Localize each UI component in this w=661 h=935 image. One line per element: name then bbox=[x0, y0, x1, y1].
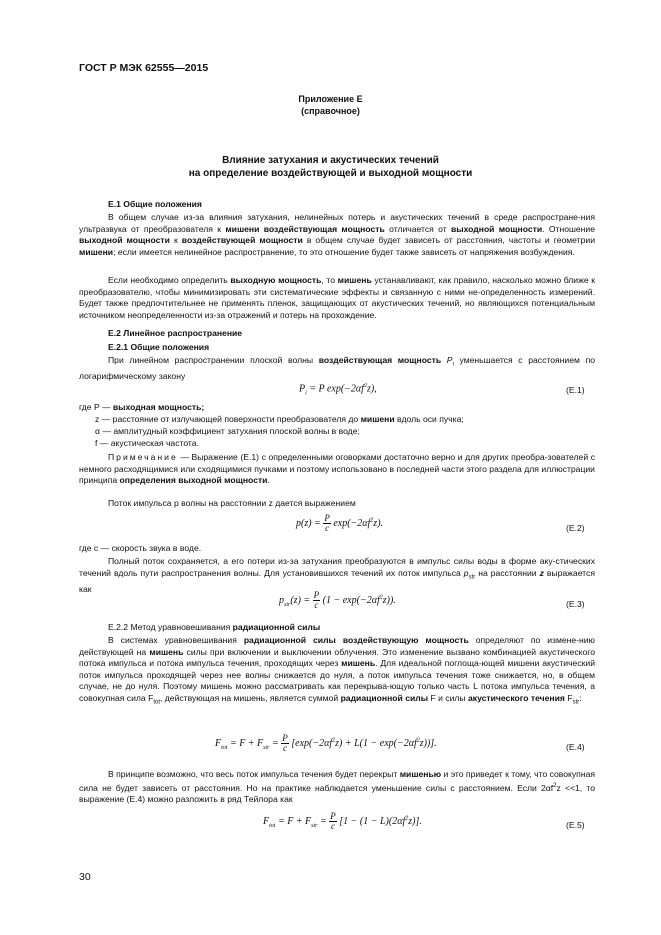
equation-e1-label: (Е.1) bbox=[566, 385, 585, 395]
page-number: 30 bbox=[79, 871, 91, 883]
appendix-title: Приложение Е bbox=[298, 94, 363, 104]
equation-e1: $P_i = P$ $\exp(-2\alpha f^2z)$, bbox=[299, 383, 377, 397]
section-e1-paragraph2: Если необходимо определить выходную мощность, то мишень устанавливают, как правило, насколько можно ближе к преобразователю, чтобы минимизировать эти систематические эффекты и связанную с ними не-определенность измерений. Будет также предпочтительнее не применять пленок, защищающих от акустических течений, но являющихся потенциальным источником неопределенности из-за отражений и потерь на прохождение. bbox=[79, 275, 595, 320]
equation-e5: $F_{tot} = F + F_{str}$ = $\frac{P}{c}$ $[1 - (1 - L)(2\alpha f^2z)]$. bbox=[263, 811, 422, 831]
section-e21-heading: Е.2.1 Общие положения bbox=[108, 342, 210, 352]
principle-paragraph: В принципе возможно, что весь поток импульса течения будет перекрыт мишенью и это приведет к тому, что совокупная сила не будет зависеть от расстояния. Но на практике наблюдается уменьшение силы с расстоянием. Если $2\alpha f^2z <<1$, то выражение (Е.4) можно разложить в ряд Тейлора как bbox=[79, 769, 596, 804]
document-header: ГОСТ Р МЭК 62555—2015 bbox=[79, 62, 209, 74]
balance-paragraph: В системах уравновешивания радиационной силы воздействующую мощность определяют по измене-нию действующей на мишень силы при включении и выключении облучения. Это изменение вызвано комбинацией акустического потока импульса и потока импульса течения, проходящих через мишень. Для идеальной поглоща-ющей мишени акустический поток импульса проходящей через нее волны снижается до нуля, а поток импульса течения тоже снижается, но, в общем случае, не до нуля. Поэтому мишень можно рассматривать как перекрыва-ющую только часть L потока импульса течения, а совокупная сила $F_{tot}$, действующая на мишень, является суммой радиационной силы F и силы акустического течения $F_{str}$: bbox=[79, 635, 596, 706]
equation-e2: p(z) = $\frac{P}{c}$ $\exp(-2\alpha f^2z)$. bbox=[296, 513, 384, 533]
appendix-subtitle: (справочное) bbox=[301, 106, 360, 116]
where-alpha: α — амплитудный коэффициент затухания плоской волны в воде; bbox=[95, 426, 360, 436]
flux-paragraph: Поток импульса p волны на расстоянии z дается выражением bbox=[108, 498, 356, 508]
equation-e4-label: (Е.4) bbox=[566, 742, 585, 752]
section-e22-heading: Е.2.2 Метод уравновешивания радиационной силы bbox=[108, 622, 321, 632]
section-e1-heading: Е.1 Общие положения bbox=[108, 199, 202, 209]
section-e2-heading: Е.2 Линейное распространение bbox=[108, 328, 243, 338]
full-flux-paragraph: Полный поток сохраняется, а его потери из-за затухания преобразуются в импульс силы воды в форме аку-стических течений вдоль пути распространения волны. Для установившихся течений их поток импульса $p_{str}$ на расстоянии z выражается как bbox=[79, 556, 595, 594]
where-z: z — расстояние от излучающей поверхности преобразователя до мишени вдоль оси пучка; bbox=[95, 414, 464, 424]
where-c: где c — скорость звука в воде. bbox=[79, 543, 202, 553]
main-title-line2: на определение воздействующей и выходной мощности bbox=[188, 168, 473, 179]
equation-e4: $F_{tot} = F + F_{str}$ = $\frac{P}{c}$ $[\exp(-2\alpha f^2z) + L(1 - \exp(-2\alpha f^2z))]$. bbox=[215, 733, 437, 753]
where-p: где P — выходная мощность; bbox=[79, 402, 205, 412]
equation-e3: $p_{str}(z)$ = $\frac{P}{c}$ $(1 - \exp(-2\alpha f^2z))$. bbox=[279, 590, 396, 610]
equation-e2-label: (Е.2) bbox=[566, 523, 585, 533]
section-e21-paragraph: При линейном распространении плоской волны воздействующая мощность $P_i$ уменьшается с расстоянием по логарифмическому закону bbox=[79, 355, 596, 382]
where-f: f — акустическая частота. bbox=[95, 438, 199, 448]
equation-e3-label: (Е.3) bbox=[566, 599, 585, 609]
main-title-line1: Влияние затухания и акустических течений bbox=[222, 155, 439, 166]
note: Примечание — Выражение (Е.1) с определенными оговорками достаточно верно и для других преобра-зователей с немного расходящимися или сходящимися пучками и поэтому использовано в последней части этого раздела для иллюстрации принципа определения выходной мощности. bbox=[79, 452, 595, 485]
equation-e5-label: (Е.5) bbox=[566, 820, 585, 830]
section-e1-paragraph1: В общем случае из-за влияния затухания, нелинейных потерь и акустических течений в среде распростране-ния ультразвука от преобразователя к мишени воздействующая мощность отличается от выходной мощности. Отношение выходной мощности к воздействующей мощности в общем случае будет зависеть от расстояния, частоты и геометрии мишени; если имеется нелинейное распространение, то это отношение будет также зависеть от напряжения возбуждения. bbox=[79, 212, 595, 257]
